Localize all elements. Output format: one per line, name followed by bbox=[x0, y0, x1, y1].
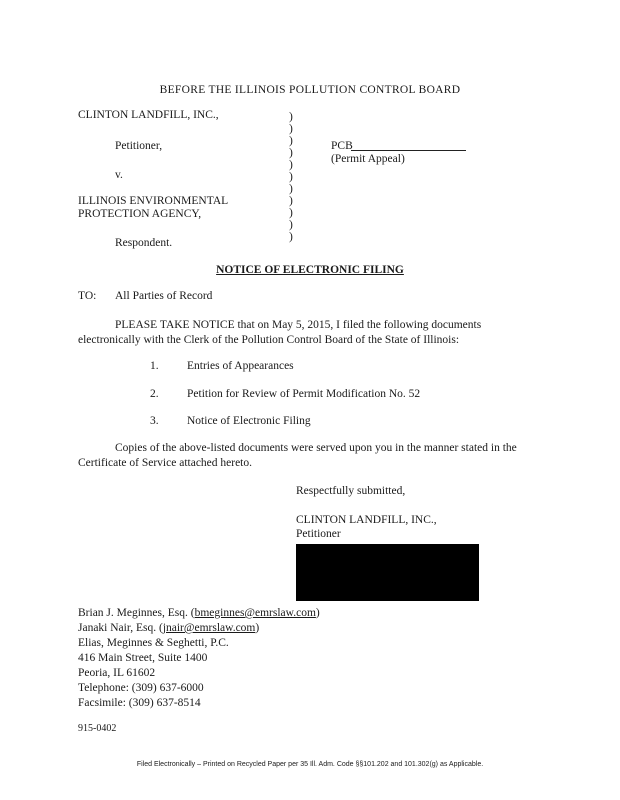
counsel-email-link[interactable]: bmeginnes@emrslaw.com bbox=[194, 607, 316, 619]
redacted-signature bbox=[296, 544, 479, 601]
counsel-name: Brian J. Meginnes, Esq. ( bbox=[78, 607, 195, 619]
pcb-type: (Permit Appeal) bbox=[331, 153, 405, 165]
document-item-num: 2. bbox=[150, 388, 159, 400]
respondent-label: Respondent. bbox=[115, 237, 173, 249]
pcb-number-blank bbox=[351, 150, 466, 151]
closing-paren: ) bbox=[255, 622, 260, 634]
document-item-title: Entries of Appearances bbox=[187, 360, 294, 372]
firm-facsimile: Facsimile: (309) 637-8514 bbox=[78, 697, 201, 709]
caption-paren-column: ) ) ) ) ) ) ) ) ) ) ) bbox=[289, 111, 293, 243]
notice-title: NOTICE OF ELECTRONIC FILING bbox=[216, 264, 404, 276]
firm-street: 416 Main Street, Suite 1400 bbox=[78, 652, 208, 664]
petitioner-name: CLINTON LANDFILL, INC., bbox=[78, 109, 219, 121]
document-item-num: 3. bbox=[150, 415, 159, 427]
signature-role: Petitioner bbox=[296, 528, 341, 540]
closing-paren: ) bbox=[315, 607, 320, 619]
counsel-name: Janaki Nair, Esq. ( bbox=[78, 622, 163, 634]
copies-line1: Copies of the above-listed documents were served upon you in the manner stated in the bbox=[115, 442, 517, 454]
firm-name: Elias, Meginnes & Seghetti, P.C. bbox=[78, 637, 229, 649]
footer-note: Filed Electronically – Printed on Recycled Paper per 35 Ill. Adm. Code §§101.202 and 101.302(g) as Applicable. bbox=[136, 761, 484, 768]
firm-city: Peoria, IL 61602 bbox=[78, 667, 156, 679]
counsel-line-2 bbox=[78, 622, 259, 634]
counsel-line-1 bbox=[78, 607, 320, 619]
firm-telephone: Telephone: (309) 637-6000 bbox=[78, 682, 204, 694]
signature-party: CLINTON LANDFILL, INC., bbox=[296, 514, 437, 526]
versus-label: v. bbox=[115, 169, 123, 181]
notice-body-line2: electronically with the Clerk of the Pollution Control Board of the State of Illinois: bbox=[78, 334, 460, 346]
notice-body-line1: PLEASE TAKE NOTICE that on May 5, 2015, I filed the following documents bbox=[115, 319, 482, 331]
signature-closing: Respectfully submitted, bbox=[296, 485, 406, 497]
document-item-num: 1. bbox=[150, 360, 159, 372]
pcb-label: PCB bbox=[331, 140, 353, 152]
board-title: BEFORE THE ILLINOIS POLLUTION CONTROL BOARD bbox=[159, 84, 461, 96]
counsel-email-link[interactable]: jnair@emrslaw.com bbox=[162, 622, 256, 634]
respondent-name-line2: PROTECTION AGENCY, bbox=[78, 208, 202, 220]
document-item-title: Petition for Review of Permit Modification No. 52 bbox=[187, 388, 421, 400]
file-number: 915-0402 bbox=[78, 723, 117, 734]
copies-line2: Certificate of Service attached hereto. bbox=[78, 457, 253, 469]
petitioner-label: Petitioner, bbox=[115, 140, 163, 152]
to-label: TO: bbox=[78, 290, 97, 302]
to-value: All Parties of Record bbox=[115, 290, 213, 302]
respondent-name-line1: ILLINOIS ENVIRONMENTAL bbox=[78, 195, 229, 207]
document-item-title: Notice of Electronic Filing bbox=[187, 415, 311, 427]
